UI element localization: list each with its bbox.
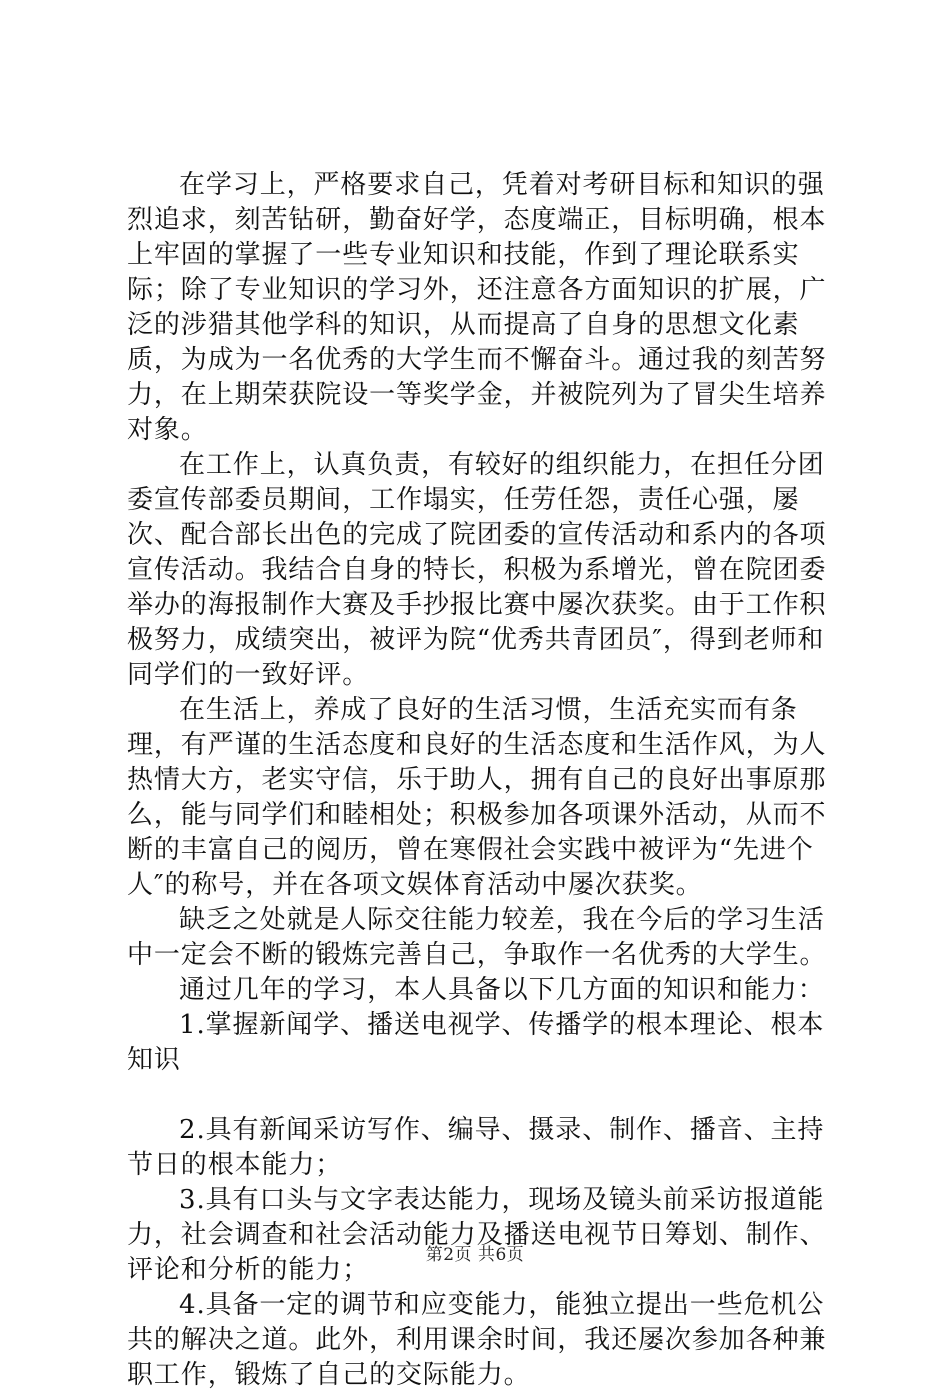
paragraph-study: 在学习上，严格要求自己，凭着对考研目标和知识的强烈追求，刻苦钻研，勤奋好学，态度端正，目标明确，根本上牢固的掌握了一些专业知识和技能，作到了理论联系实际；除了专业知识的学习外，还注意各方面知识的扩展，广泛的涉猎其他学科的知识，从而提高了自身的思想文化素质，为成为一名优秀的大学生而不懈奋斗。通过我的刻苦努力，在上期荣获院设一等奖学金，并被院列为了冒尖生培养对象。	[127, 170, 827, 445]
ability-item-3: 3.具有口头与文字表达能力，现场及镜头前采访报道能力，社会调查和社会活动能力及播送电视节日筹划、制作、评论和分析的能力；	[127, 1185, 827, 1285]
ability-item-4: 4.具备一定的调节和应变能力，能独立提出一些危机公共的解决之道。此外，利用课余时间，我还屡次参加各种兼职工作，锻炼了自己的交际能力。	[127, 1290, 827, 1390]
paragraph-life: 在生活上，养成了良好的生活习惯，生活充实而有条理，有严谨的生活态度和良好的生活态度和生活作风，为人热情大方，老实守信，乐于助人，拥有自己的良好出事原那么，能与同学们和睦相处；积极参加各项课外活动，从而不断的丰富自己的阅历，曾在寒假社会实践中被评为“先进个人″的称号，并在各项文娱体育活动中屡次获奖。	[127, 695, 827, 900]
page-number-footer: 第2页 共6页	[425, 1245, 525, 1265]
paragraph-shortcoming: 缺乏之处就是人际交往能力较差，我在今后的学习生活中一定会不断的锻炼完善自己，争取作一名优秀的大学生。	[127, 905, 827, 970]
paragraph-work: 在工作上，认真负责，有较好的组织能力，在担任分团委宣传部委员期间，工作塌实，任劳任怨，责任心强，屡次、配合部长出色的完成了院团委的宣传活动和系内的各项宣传活动。我结合自身的特长，积极为系增光，曾在院团委举办的海报制作大赛及手抄报比赛中屡次获奖。由于工作积极努力，成绩突出，被评为院“优秀共青团员″，得到老师和同学们的一致好评。	[127, 450, 827, 690]
paragraph-abilities-intro: 通过几年的学习，本人具备以下几方面的知识和能力：	[179, 975, 825, 1005]
document-body	[127, 168, 837, 1393]
ability-item-2: 2.具有新闻采访写作、编导、摄录、制作、播音、主持节日的根本能力；	[127, 1115, 825, 1180]
ability-item-1: 1.掌握新闻学、播送电视学、传播学的根本理论、根本知识	[127, 1010, 825, 1075]
